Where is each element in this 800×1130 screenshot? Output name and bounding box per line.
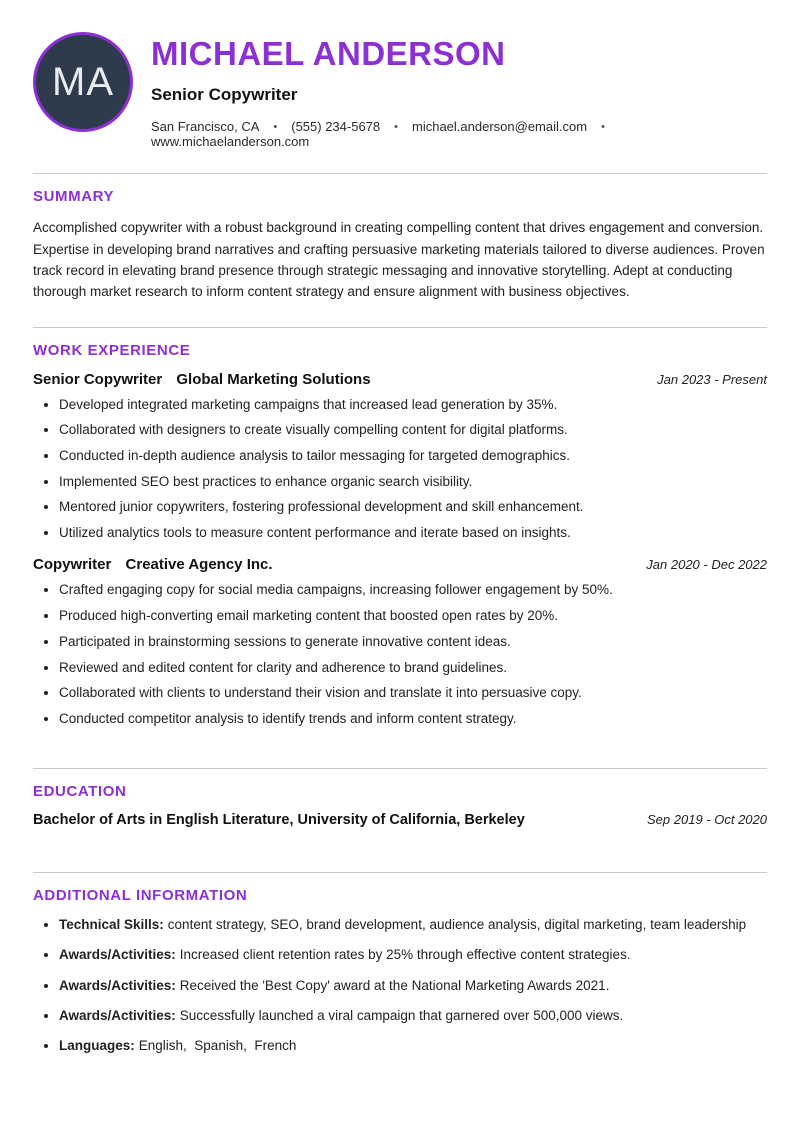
avatar — [33, 32, 133, 132]
contact-line — [151, 119, 767, 149]
job-bullet: • Utilized analytics tools to measure content performance and iterate based on insights. — [59, 524, 767, 542]
job-bullet: • Participated in brainstorming sessions to generate innovative content ideas. — [59, 633, 767, 651]
additional-information-heading: ADDITIONAL INFORMATION — [33, 887, 248, 905]
contact-location: San Francisco, CA — [151, 119, 260, 135]
job-header — [33, 556, 767, 573]
contact-website: www.michaelanderson.com — [151, 134, 310, 150]
education-heading: EDUCATION — [33, 783, 127, 801]
job-bullet: • Crafted engaging copy for social media campaigns, increasing follower engagement by 50%. — [59, 581, 767, 599]
info-label: Awards/Activities: — [59, 977, 176, 993]
job-company: Global Marketing Solutions — [176, 370, 371, 388]
contact-phone: (555) 234-5678 — [291, 119, 381, 135]
summary-text: Accomplished copywriter with a robust background in creating compelling content that drives engagement and conversion. Expertise in developing brand narratives and crafting persuasive marketing materials tailored to diverse audiences. Proven track record in elevating brand presence through strategic messaging and innovative storytelling. Adept at conducting thorough market research to inform content strategy and ensure alignment with business objectives. — [33, 220, 765, 300]
job-role: Senior Copywriter — [33, 370, 163, 388]
summary-heading: SUMMARY — [33, 188, 115, 206]
job-bullet-list — [37, 581, 767, 728]
info-text: content strategy, SEO, brand development, audience analysis, digital marketing, team leadership — [167, 917, 747, 933]
job-title — [33, 371, 371, 388]
info-text: English, Spanish, French — [138, 1038, 297, 1054]
contact-email: michael.anderson@email.com — [412, 119, 588, 135]
avatar-initials: MA — [52, 59, 114, 104]
job-bullet: • Collaborated with designers to create visually compelling content for digital platforms. — [59, 421, 767, 439]
job-bullet: • Produced high-converting email marketing content that boosted open rates by 20%. — [59, 607, 767, 625]
info-text: Received the 'Best Copy' award at the National Marketing Awards 2021. — [179, 977, 610, 993]
section-additional-information — [33, 872, 767, 1055]
job-role: Copywriter — [33, 556, 112, 574]
job-entry — [33, 556, 767, 728]
bullet-separator-icon: • — [394, 120, 398, 133]
job-bullet: • Collaborated with clients to understand their vision and translate it into persuasive copy. — [59, 684, 767, 702]
resume-header — [33, 28, 767, 149]
job-bullet: • Conducted competitor analysis to identify trends and inform content strategy. — [59, 710, 767, 728]
bullet-separator-icon: • — [601, 120, 605, 133]
info-text: Increased client retention rates by 25% through effective content strategies. — [179, 947, 631, 963]
additional-info-item — [59, 946, 767, 964]
info-label: Awards/Activities: — [59, 1007, 176, 1023]
section-education — [33, 768, 767, 848]
job-bullet: • Mentored junior copywriters, fostering professional development and skill enhancement. — [59, 498, 767, 516]
job-bullet-list — [37, 396, 767, 543]
job-dates: Jan 2020 - Dec 2022 — [646, 557, 767, 573]
job-title — [33, 556, 273, 573]
education-entry — [33, 812, 767, 828]
job-bullet: • Developed integrated marketing campaigns that increased lead generation by 35%. — [59, 396, 767, 414]
job-bullet: • Conducted in-depth audience analysis to tailor messaging for targeted demographics. — [59, 447, 767, 465]
education-degree: Bachelor of Arts in English Literature, University of California, Berkeley — [33, 812, 525, 829]
info-label: Languages: — [59, 1038, 135, 1054]
job-bullet: • Reviewed and edited content for clarity and adherence to brand guidelines. — [59, 659, 767, 677]
candidate-name: MICHAEL ANDERSON — [151, 35, 506, 72]
candidate-job-title: Senior Copywriter — [151, 85, 298, 105]
bullet-separator-icon: • — [273, 120, 278, 133]
section-summary — [33, 173, 767, 302]
additional-info-item — [59, 977, 767, 995]
additional-info-list — [37, 916, 767, 1055]
info-text: Successfully launched a viral campaign that garnered over 500,000 views. — [179, 1007, 624, 1023]
info-label: Technical Skills: — [59, 917, 164, 933]
additional-info-item — [59, 1037, 767, 1055]
work-experience-heading: WORK EXPERIENCE — [33, 341, 191, 359]
info-label: Awards/Activities: — [59, 947, 176, 963]
additional-info-item — [59, 1007, 767, 1025]
section-work-experience — [33, 327, 767, 729]
header-info — [151, 28, 767, 149]
job-entry — [33, 371, 767, 543]
job-bullet: • Implemented SEO best practices to enhance organic search visibility. — [59, 473, 767, 491]
job-dates: Jan 2023 - Present — [657, 371, 767, 387]
education-dates: Sep 2019 - Oct 2020 — [647, 812, 767, 828]
job-company: Creative Agency Inc. — [125, 556, 273, 574]
additional-info-item — [59, 916, 767, 934]
job-header — [33, 371, 767, 388]
